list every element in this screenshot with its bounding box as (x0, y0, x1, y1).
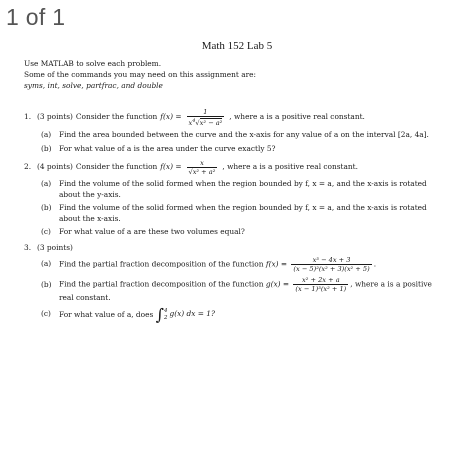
function-fraction (187, 159, 218, 176)
problem-lead: Consider the function (75, 162, 158, 172)
integrand: g(x) dx = 1? (169, 309, 215, 319)
part-letter: (b) (41, 143, 52, 153)
fraction-denominator: √x² + a² (188, 168, 216, 177)
problem-number: 2. (24, 162, 32, 172)
fraction-numerator: 1 (203, 108, 208, 116)
part-letter: (a) (41, 259, 52, 269)
part-text: Find the area bounded between the curve and the x-axis for any value of a on the interval [2a, 4a]. (59, 130, 429, 140)
function-name: g(x) = (265, 279, 290, 289)
problem-tail: , where a is a positive real constant. (222, 162, 358, 172)
part-letter: (a) (41, 179, 52, 189)
part-tail: , where a is a positive real constant. (59, 279, 432, 303)
fraction-numerator: x (200, 159, 204, 168)
problem-points: (3 points) (37, 112, 73, 122)
problem-part (41, 144, 454, 155)
part-text: For what value of a is the area under the curve exactly 5? (59, 143, 276, 153)
problem-1 (24, 108, 454, 154)
part-text: Find the volume of the solid formed when the region bounded by f, x = a, and the x-axis is rotated about the x-axis. (59, 203, 427, 223)
function-fraction (291, 256, 371, 273)
problem-points: (4 points) (37, 162, 73, 172)
problem-lead: Consider the function (75, 112, 158, 122)
part-letter: (b) (41, 280, 52, 290)
problem-part (41, 227, 454, 238)
problem-3 (24, 243, 454, 323)
document-title: Math 152 Lab 5 (201, 40, 273, 52)
part-lead: Find the partial fraction decomposition of the function (59, 279, 264, 289)
part-text: Find the volume of the solid formed when the region bounded by f, x = a, and the x-axis is rotated about the y-axis. (59, 179, 427, 199)
part-letter: (c) (41, 309, 51, 319)
part-text (59, 304, 439, 324)
den-exponent: 4 (192, 118, 196, 124)
integral-icon: ∫ (155, 304, 164, 324)
part-tail: . (373, 259, 377, 269)
radicand: x² + a² (192, 168, 216, 177)
upper-limit: 4 (163, 307, 168, 314)
intro-line: Use MATLAB to solve each problem. (24, 59, 162, 68)
problem-list (24, 108, 454, 328)
part-letter: (a) (41, 130, 52, 140)
part-text (59, 276, 439, 304)
function-fraction (187, 108, 225, 127)
fraction-denominator: (x − 5)²(x² + 3)(x² + 5) (293, 265, 370, 274)
problem-part (41, 179, 454, 200)
problem-part (41, 276, 454, 304)
problem-2 (24, 159, 454, 238)
problem-number: 3. (24, 242, 32, 252)
part-letter: (c) (41, 227, 51, 237)
page-counter: 1 of 1 (6, 4, 66, 30)
part-letter: (b) (41, 203, 52, 213)
problem-number: 1. (24, 112, 32, 122)
part-text: For what value of a are these two volumes equal? (59, 227, 245, 237)
function-fraction (293, 276, 348, 293)
function-name: f(x) = (265, 259, 288, 269)
radicand: x² − a² (199, 119, 223, 128)
problem-part (41, 130, 454, 141)
part-lead: Find the partial fraction decomposition of the function (59, 259, 264, 269)
instructions (24, 58, 454, 91)
part-text (59, 256, 439, 273)
part-lead: For what value of a, does (59, 309, 154, 319)
fraction-numerator: x² + 2x + a (302, 276, 340, 285)
command-list: syms, int, solve, partfrac, and double (24, 81, 163, 90)
problem-part (41, 304, 454, 324)
den-term: x (188, 119, 193, 128)
problem-points: (3 points) (37, 242, 73, 252)
function-name: f(x) = (160, 162, 182, 172)
problem-part (41, 256, 454, 273)
integral-limits (164, 308, 168, 322)
problem-tail: , where a is a positive real constant. (229, 112, 365, 122)
lower-limit: 2 (163, 314, 168, 321)
fraction-denominator: (x − 1)³(x² + 1) (295, 285, 347, 294)
fraction-numerator: x³ − 4x + 3 (312, 256, 351, 265)
function-name: f(x) = (160, 112, 182, 122)
intro-line: Some of the commands you may need on this assignment are: (24, 70, 257, 79)
problem-part (41, 203, 454, 224)
fraction-denominator: $x^4√x^2 - a^2$ (188, 118, 223, 128)
integral-expression (155, 304, 215, 324)
